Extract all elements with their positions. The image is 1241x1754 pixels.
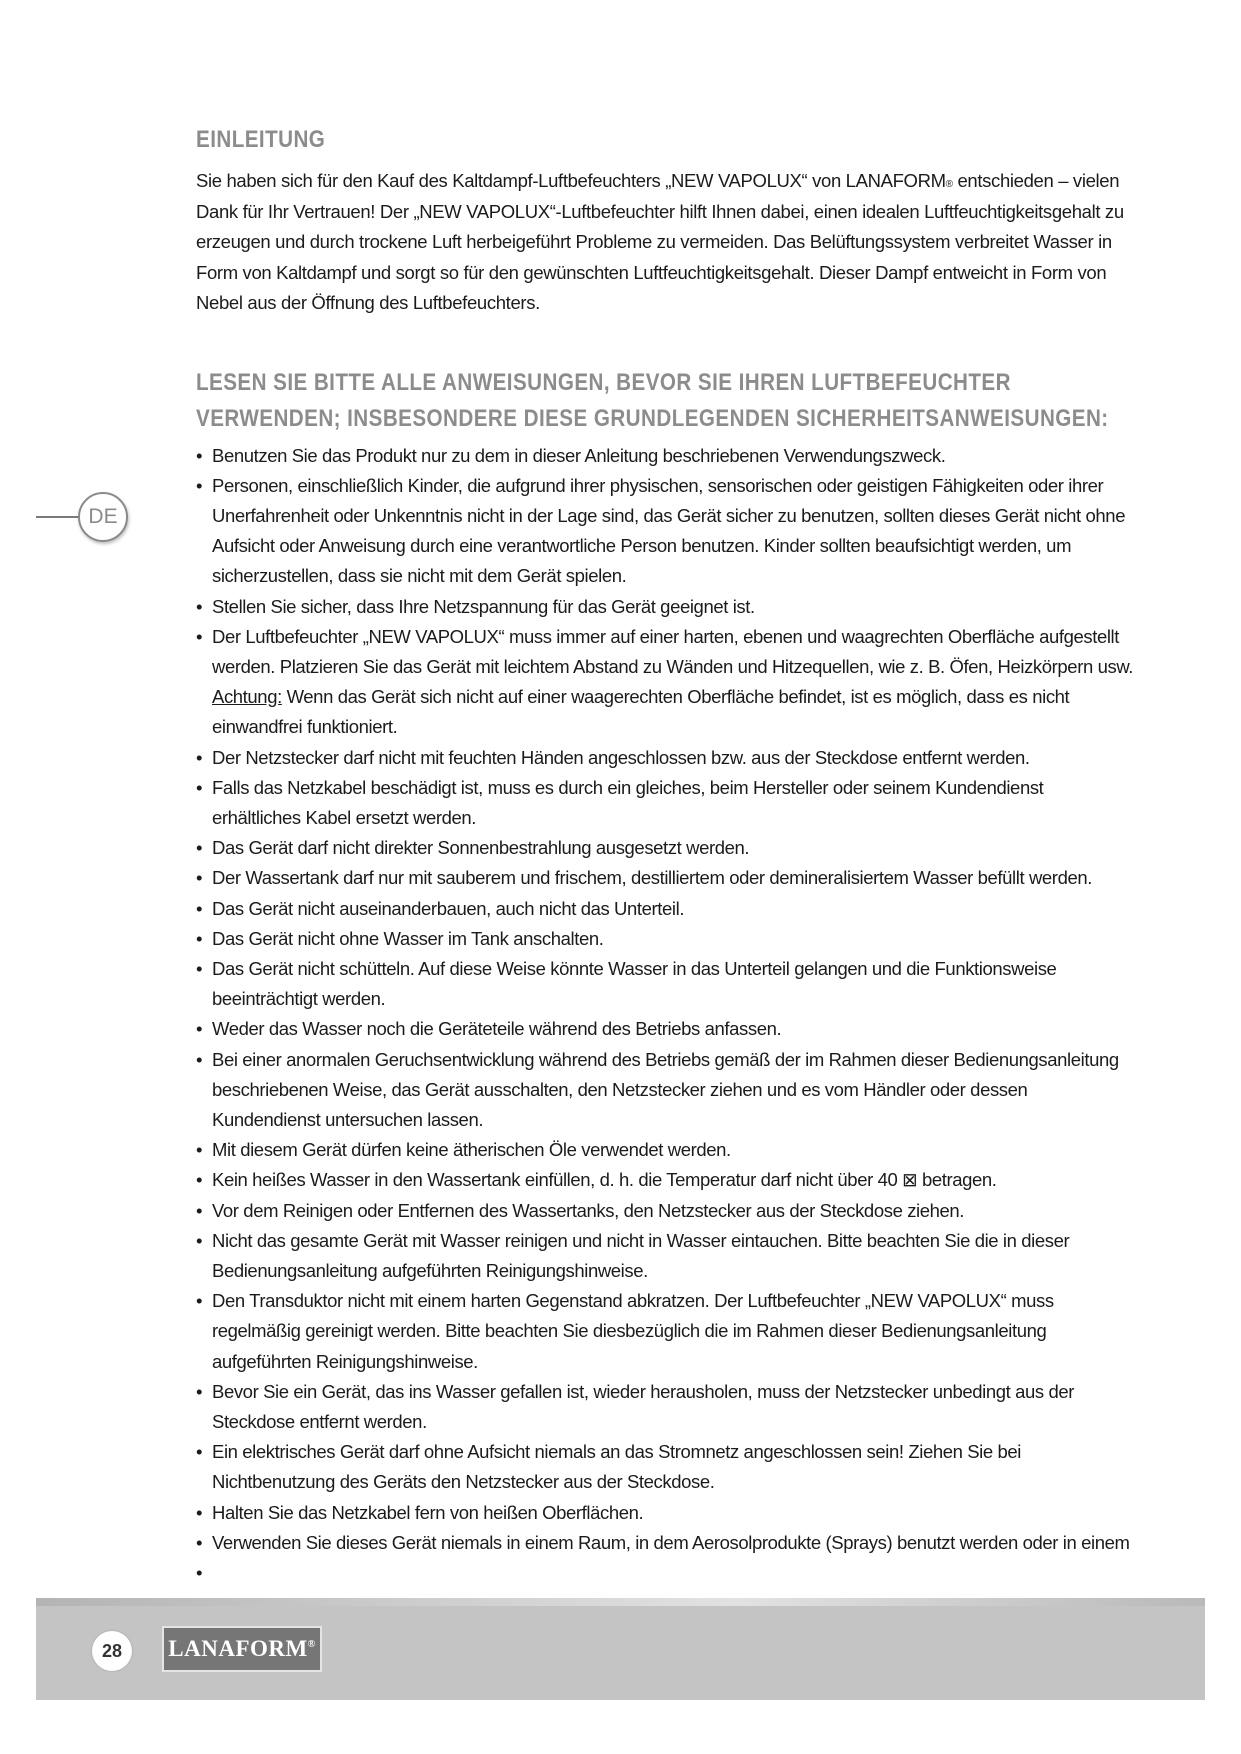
list-item <box>196 1135 1136 1165</box>
list-item <box>196 1165 1136 1195</box>
list-item-text: Halten Sie das Netzkabel fern von heißen Oberflächen. <box>212 1501 644 1523</box>
bullet: • <box>196 444 203 466</box>
footer-stripe <box>36 1598 1205 1606</box>
bullet: • <box>196 1562 203 1584</box>
intro-paragraph-part1: Sie haben sich für den Kauf des Kaltdampf-Luftbefeuchters „NEW VAPOLUX“ von LANAFORM <box>196 170 946 191</box>
intro-paragraph <box>196 166 1136 319</box>
safety-heading-line1: LESEN SIE BITTE ALLE ANWEISUNGEN, BEVOR SIE IHREN LUFTBEFEUCHTER <box>196 368 1011 396</box>
intro-paragraph-part2: entschieden – vielen Dank für Ihr Vertrauen! Der „NEW VAPOLUX“-Luftbefeuchter hilft Ihnen dabei, einen idealen Luftfeuchtigkeitsgehalt zu erzeugen und durch trockene Luft herbeigeführt Probleme zu vermeiden. Das Belüftungssystem verbreitet Wasser in Form von Kaltdampf und sorgt so für den gewünschten Luftfeuchtigkeitsgehalt. Dieser Dampf entweicht in Form von Nebel aus der Öffnung des Luftbefeuchters. <box>196 170 1124 313</box>
list-item-text: Kein heißes Wasser in den Wassertank einfüllen, d. h. die Temperatur darf nicht über 40 ⊠ betragen. <box>212 1169 997 1191</box>
list-item <box>196 1377 1136 1437</box>
language-badge: DE <box>78 492 128 542</box>
page-number: 28 <box>92 1631 132 1671</box>
bullet: • <box>196 595 203 617</box>
bullet: • <box>196 897 203 919</box>
registered-mark: ® <box>945 179 953 190</box>
brand-name: LANAFORM <box>168 1636 308 1661</box>
list-item <box>196 1196 1136 1226</box>
page-content <box>196 126 1136 1584</box>
bullet: • <box>196 474 203 496</box>
list-item <box>196 622 1136 743</box>
list-item <box>196 471 1136 592</box>
language-tab <box>36 492 136 542</box>
list-item-text: Bei einer anormalen Geruchsentwicklung während des Betriebs gemäß der im Rahmen dieser Bedienungsanleitung beschriebenen Weise, das Gerät ausschalten, den Netzstecker ziehen und es vom Händler oder dessen Kundendienst untersuchen lassen. <box>212 1048 1119 1130</box>
list-item-text: Mit diesem Gerät dürfen keine ätherischen Öle verwendet werden. <box>212 1139 731 1161</box>
list-item-text: Das Gerät nicht schütteln. Auf diese Weise könnte Wasser in das Unterteil gelangen und die Funktionsweise beeinträchtigt werden. <box>212 957 1057 1010</box>
bullet: • <box>196 776 203 798</box>
bullet: • <box>196 746 203 768</box>
list-item-text: Das Gerät darf nicht direkter Sonnenbestrahlung ausgesetzt werden. <box>212 837 750 859</box>
list-item <box>196 954 1136 1014</box>
list-item-text: Personen, einschließlich Kinder, die aufgrund ihrer physischen, sensorischen oder geistigen Fähigkeiten oder ihrer Unerfahrenheit oder Unkenntnis nicht in der Lage sind, das Gerät sicher zu benutzen, sollten dieses Gerät nicht ohne Aufsicht oder Anweisung durch eine verantwortliche Person benutzen. Kinder sollten beaufsichtigt werden, um sicherzustellen, dass sie nicht mit dem Gerät spielen. <box>212 474 1126 587</box>
list-item <box>196 863 1136 893</box>
warning-label: Achtung: <box>212 686 282 708</box>
intro-heading: EINLEITUNG <box>196 126 326 153</box>
list-item-text: Weder das Wasser noch die Geräteteile während des Betriebs anfassen. <box>212 1018 782 1040</box>
list-item-text: Das Gerät nicht ohne Wasser im Tank anschalten. <box>212 927 604 949</box>
list-item <box>196 592 1136 622</box>
list-item-text: Bevor Sie ein Gerät, das ins Wasser gefallen ist, wieder herausholen, muss der Netzstecker unbedingt aus der Steckdose entfernt werden. <box>212 1380 1075 1432</box>
list-item-text: Falls das Netzkabel beschädigt ist, muss es durch ein gleiches, beim Hersteller oder seinem Kundendienst erhältliches Kabel ersetzt werden. <box>212 776 1044 828</box>
safety-instructions-list <box>196 441 1136 1584</box>
list-item <box>196 833 1136 863</box>
bullet: • <box>196 1290 203 1312</box>
list-item-text: Das Gerät nicht auseinanderbauen, auch nicht das Unterteil. <box>212 897 685 919</box>
bullet: • <box>196 1380 203 1402</box>
brand-logo <box>162 1626 322 1672</box>
list-item <box>196 773 1136 833</box>
list-item-text: Vor dem Reinigen oder Entfernen des Wassertanks, den Netzstecker aus der Steckdose ziehen. <box>212 1199 965 1221</box>
bullet: • <box>196 1048 203 1070</box>
bullet: • <box>196 1199 203 1221</box>
list-item <box>196 924 1136 954</box>
list-item-text: Der Luftbefeuchter „NEW VAPOLUX“ muss immer auf einer harten, ebenen und waagrechten Oberfläche aufgestellt werden. Platzieren Sie das Gerät mit leichtem Abstand zu Wänden und Hitzequellen, wie z. B. Öfen, Heizkörpern usw. <box>212 625 1133 677</box>
list-item-text: Der Netzstecker darf nicht mit feuchten Händen angeschlossen bzw. aus der Steckdose entfernt werden. <box>212 746 1030 768</box>
list-item <box>196 1528 1136 1558</box>
list-item-text: Benutzen Sie das Produkt nur zu dem in dieser Anleitung beschriebenen Verwendungszweck. <box>212 444 946 466</box>
bullet: • <box>196 867 203 889</box>
bullet: • <box>196 957 203 979</box>
bullet: • <box>196 837 203 859</box>
list-item-text: Stellen Sie sicher, dass Ihre Netzspannung für das Gerät geeignet ist. <box>212 595 755 617</box>
list-item <box>196 743 1136 773</box>
bullet: • <box>196 1018 203 1040</box>
list-item-text: Ein elektrisches Gerät darf ohne Aufsicht niemals an das Stromnetz angeschlossen sein! Ziehen Sie bei Nichtbenutzung des Geräts den Netzstecker aus der Steckdose. <box>212 1441 1022 1493</box>
list-item <box>196 441 1136 471</box>
brand-registered-mark: ® <box>307 1639 316 1650</box>
warning-text: Wenn das Gerät sich nicht auf einer waagerechten Oberfläche befindet, ist es möglich, dass es nicht einwandfrei funktioniert. <box>212 686 1070 738</box>
list-item <box>196 1045 1136 1136</box>
list-item-text: Nicht das gesamte Gerät mit Wasser reinigen und nicht in Wasser eintauchen. Bitte beachten Sie die in dieser Bedienungsanleitung aufgeführten Reinigungshinweise. <box>212 1229 1070 1281</box>
list-item <box>196 1437 1136 1497</box>
page-footer <box>36 1598 1205 1700</box>
list-item <box>196 894 1136 924</box>
list-item-text: Verwenden Sie dieses Gerät niemals in einem Raum, in dem Aerosolprodukte (Sprays) benutzt werden oder in einem <box>212 1531 1130 1553</box>
language-tab-line <box>36 516 80 518</box>
bullet: • <box>196 1531 203 1553</box>
list-item <box>196 1014 1136 1044</box>
list-item-text: Der Wassertank darf nur mit sauberem und frischem, destilliertem oder demineralisiertem Wasser befüllt werden. <box>212 867 1092 889</box>
list-item-text: Den Transduktor nicht mit einem harten Gegenstand abkratzen. Der Luftbefeuchter „NEW VAPOLUX“ muss regelmäßig gereinigt werden. Bitte beachten Sie diesbezüglich die im Rahmen dieser Bedienungsanleitung aufgeführten Reinigungshinweise. <box>212 1290 1054 1372</box>
list-item <box>196 1226 1136 1286</box>
bullet: • <box>196 1169 203 1191</box>
bullet: • <box>196 1139 203 1161</box>
safety-heading-line2: VERWENDEN; INSBESONDERE DIESE GRUNDLEGENDEN SICHERHEITSANWEISUNGEN: <box>196 404 1109 432</box>
bullet: • <box>196 625 203 647</box>
list-item <box>196 1498 1136 1528</box>
bullet: • <box>196 1501 203 1523</box>
safety-heading <box>196 365 1109 437</box>
bullet: • <box>196 927 203 949</box>
list-item <box>196 1286 1136 1377</box>
bullet: • <box>196 1229 203 1251</box>
bullet: • <box>196 1441 203 1463</box>
